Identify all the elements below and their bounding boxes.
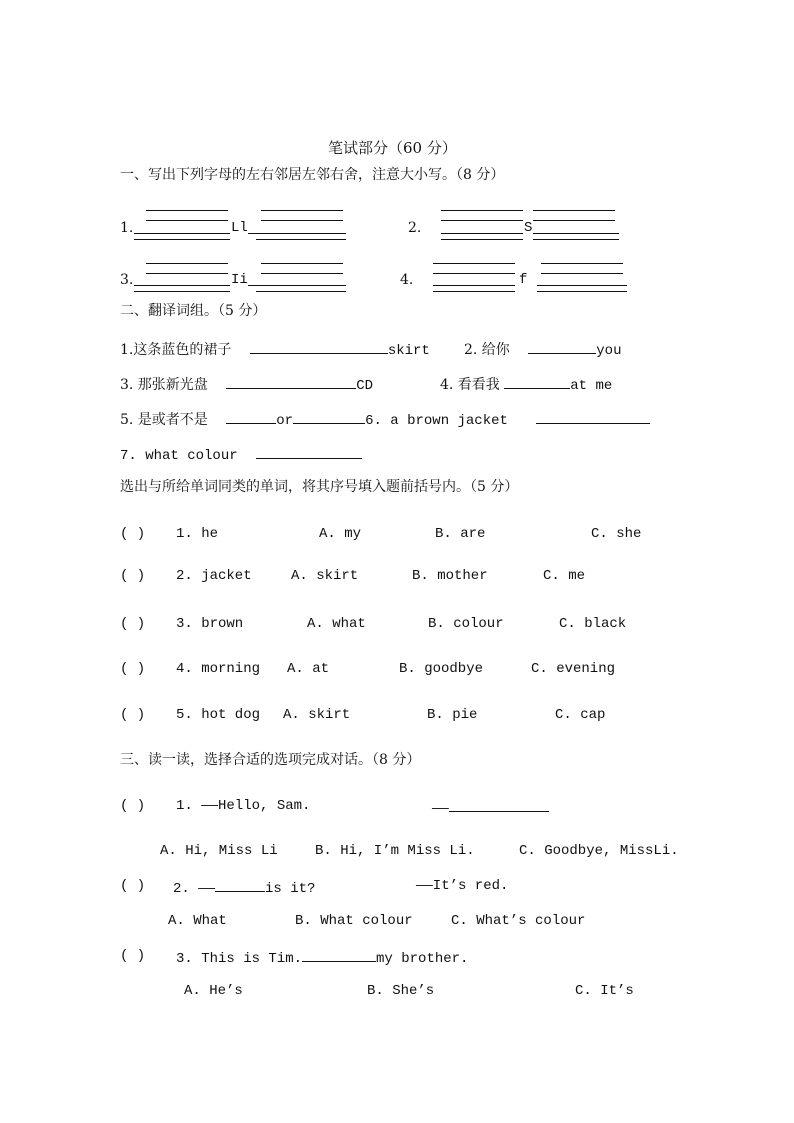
dialogue-question: 1. ——Hello, Sam.: [176, 798, 311, 814]
option-c: C. Goodbye, MissLi.: [519, 843, 679, 859]
answer-paren[interactable]: ( ): [120, 616, 146, 632]
phrase-3: 3. 那张新光盘: [120, 377, 208, 393]
answer-paren[interactable]: ( ): [120, 707, 146, 723]
question-word: 4. morning: [176, 661, 261, 677]
dialogue-question: 3. This is Tim. my brother.: [176, 947, 468, 968]
question-word: 5. hot dog: [176, 707, 261, 723]
answer-blank-4[interactable]: [504, 374, 570, 389]
option-b: B. Hi, I’m Miss Li.: [315, 843, 475, 859]
reply-blank[interactable]: [449, 797, 549, 812]
answer-paren[interactable]: ( ): [120, 661, 146, 677]
answer-paren[interactable]: ( ): [120, 568, 146, 584]
question-word: 1. he: [176, 526, 219, 542]
option-a: A. what: [307, 616, 366, 632]
dialogue-reply: ——It’s red.: [416, 878, 509, 894]
option-b: B. mother: [412, 568, 488, 584]
item-number: 2.: [408, 220, 422, 236]
section2-heading: 二、翻译词组。（5 分）: [120, 303, 267, 319]
option-b: B. colour: [428, 616, 504, 632]
translate-row-2: 2. 给你 you: [464, 339, 621, 360]
option-a: A. skirt: [283, 707, 351, 723]
answer-blank-8[interactable]: [256, 444, 362, 459]
option-c: C. black: [559, 616, 627, 632]
answer-blank-1[interactable]: [250, 339, 388, 354]
phrase-5: 5. 是或者不是: [120, 412, 208, 428]
answer-blank-7[interactable]: [536, 409, 650, 424]
letter: Ii: [231, 272, 248, 288]
question-word: 2. jacket: [176, 568, 252, 584]
answer-blank-5[interactable]: [226, 409, 276, 424]
translate-row-5: 5. 是或者不是 or 6. a brown jacket: [120, 409, 650, 430]
letter: f: [519, 272, 528, 288]
option-b: B. are: [435, 526, 486, 542]
option-a: A. What: [168, 913, 227, 929]
option-c: C. evening: [531, 661, 616, 677]
translate-row-4: 4. 看看我 at me: [440, 374, 612, 395]
translate-row-7: [120, 444, 362, 465]
option-b: B. What colour: [295, 913, 413, 929]
translate-row-3: 3. 那张新光盘 CD: [120, 374, 373, 395]
option-a: A. skirt: [291, 568, 359, 584]
letter: Ll: [231, 220, 248, 236]
section4-heading: 三、读一读，选择合适的选项完成对话。（8 分）: [120, 752, 421, 768]
translate-row-1: 1.这条蓝色的裙子 skirt: [120, 339, 430, 360]
option-c: C. me: [543, 568, 586, 584]
option-c: C. she: [591, 526, 642, 542]
question-word: 3. brown: [176, 616, 244, 632]
answer-paren[interactable]: ( ): [120, 526, 146, 542]
option-b: B. She’s: [367, 983, 435, 999]
letter: S: [524, 220, 533, 236]
dialogue-reply: ——: [432, 797, 549, 818]
answer-paren[interactable]: ( ): [120, 878, 146, 894]
item-number: 3.: [120, 272, 134, 288]
phrase-7: 7. what colour: [120, 448, 238, 464]
phrase-2: 2. 给你: [464, 342, 510, 358]
option-a: A. Hi, Miss Li: [160, 843, 278, 859]
option-c: C. cap: [555, 707, 606, 723]
option-a: A. He’s: [184, 983, 243, 999]
answer-paren[interactable]: ( ): [120, 948, 146, 964]
option-b: B. pie: [427, 707, 478, 723]
option-a: A. at: [287, 661, 330, 677]
answer-paren[interactable]: ( ): [120, 798, 146, 814]
dialogue-question: 2. —— is it?: [173, 877, 315, 898]
option-c: C. It’s: [575, 983, 634, 999]
option-c: C. What’s colour: [451, 913, 586, 929]
section3-heading: 选出与所给单词同类的单词，将其序号填入题前括号内。（5 分）: [120, 479, 519, 495]
phrase-4: 4. 看看我: [440, 377, 500, 393]
page-title: 笔试部分（60 分）: [328, 139, 457, 157]
item-number: 4.: [400, 272, 414, 288]
section1-heading: 一、写出下列字母的左右邻居左邻右舍，注意大小写。（8 分）: [120, 167, 505, 183]
answer-blank-3[interactable]: [226, 374, 356, 389]
answer-blank-2[interactable]: [528, 339, 596, 354]
answer-blank-6[interactable]: [293, 409, 365, 424]
question-blank[interactable]: [215, 877, 265, 892]
phrase-1: 1.这条蓝色的裙子: [120, 342, 232, 358]
item-number: 1.: [120, 220, 134, 236]
option-b: B. goodbye: [399, 661, 484, 677]
question-blank[interactable]: [302, 947, 376, 962]
option-a: A. my: [319, 526, 362, 542]
